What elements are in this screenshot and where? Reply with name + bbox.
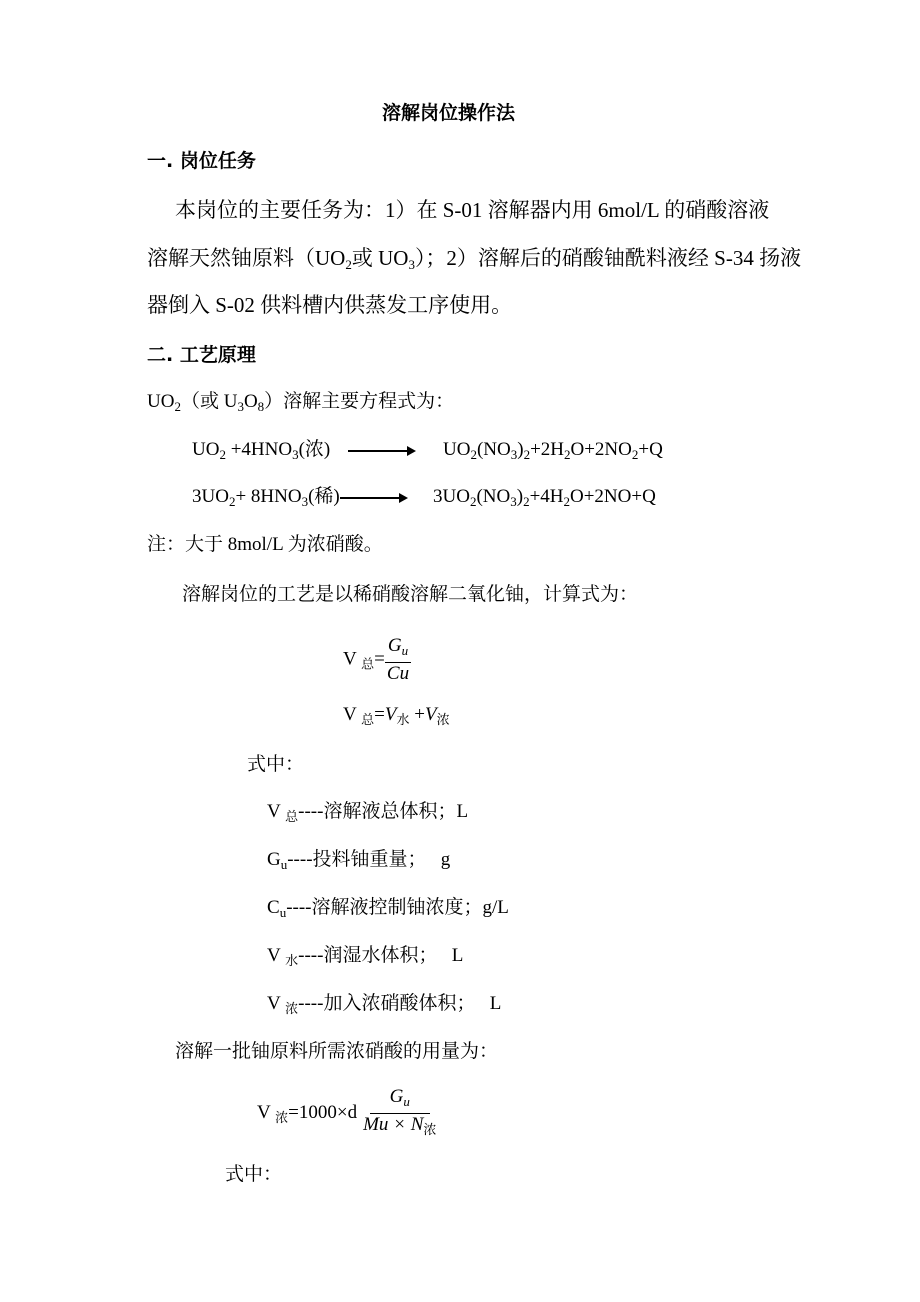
equation-2-left: $3UO_2+ 8HNO_3$(稀) [192,484,410,510]
where-label: 式中： [225,1164,283,1185]
arrow-icon [340,497,406,499]
definition-item: V $_水$----润湿水体积； L [267,945,464,968]
definition-item: $C_u----$溶解液控制铀浓度；g/L [267,897,509,920]
note: 注：大于 8mol/L 为浓硝酸。 [147,534,383,555]
equation-2-right: $3UO_2(NO_3)_2+4H_2O+2NO+Q$ [433,486,656,509]
page-title: 溶解岗位操作法 [382,102,516,124]
formula-total-volume: V $_总$= $\frac{G_u}{Cu}$ [343,635,411,685]
definition-item: $G_u----$投料铀重量； g [267,849,451,872]
paragraph-line: 溶解岗位的工艺是以稀硝酸溶解二氧化铀，计算式为： [182,584,639,605]
formula-volume-sum: V $_总=V_水 +V_浓$ [343,704,450,727]
equation-intro: $UO_2$（或 $U_3O_8$）溶解主要方程式为： [147,391,455,414]
section-1-heading: 一. 岗位任务 [147,150,256,172]
paragraph-line: 溶解天然铀原料（$UO_2$或 $UO_3$）；2）溶解后的硝酸铀酰料液经 S-34 扬液 [147,246,802,272]
where-label: 式中： [247,754,305,775]
equation-1-right: $UO_2(NO_3)_2+2H_2O+2NO_2+Q$ [443,439,663,462]
equation-1-left: $UO_2 +4HNO_3$(浓) [192,437,418,463]
definition-item: V $_总$----溶解液总体积；L [267,801,469,824]
paragraph-line: 溶解一批铀原料所需浓硝酸的用量为： [175,1041,499,1062]
definition-item: V $_浓$----加入浓硝酸体积； L [267,993,502,1016]
paragraph-line: 器倒入 S-02 供料槽内供蒸发工序使用。 [147,293,513,317]
section-2-heading: 二. 工艺原理 [147,344,256,366]
paragraph-line: 本岗位的主要任务为：1）在 S-01 溶解器内用 6mol/L 的硝酸溶液 [175,198,770,222]
formula-acid-volume: V $_浓$=1000×d $\frac{G_u}{Mu \times N_浓}$ [257,1086,437,1137]
arrow-icon [348,450,414,452]
